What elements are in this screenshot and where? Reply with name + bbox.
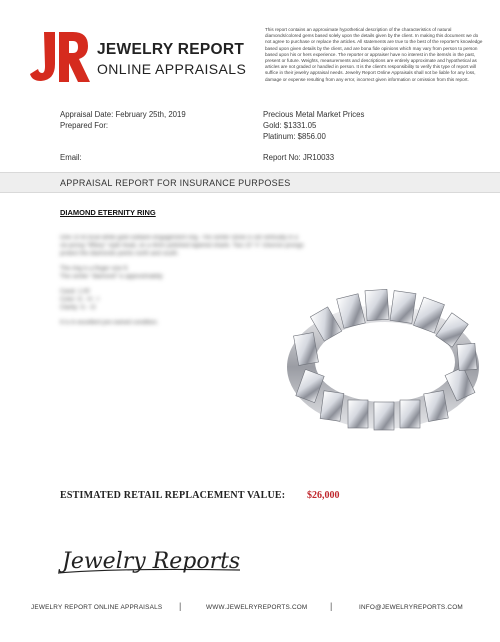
brand-name-line1: JEWELRY REPORT [97, 41, 245, 58]
footer-email-link[interactable]: INFO@JEWELRYREPORTS.COM [359, 604, 463, 611]
description-color: Color: G - H - I [60, 297, 100, 303]
disclaimer-text: This report contains an approximate hypothetical description of the characteristics of natural diamonds/colored gems based solely upon the details given by the client. In making this document we do not agree to purchase or replace the articles. All statements are true to the best of the reporter's knowledge based upon given details by the client, and are bona fide opinions which may vary from person to person based upon his or hers experience. The reporter or appraiser have no interest in the items/s in the past, present or future. Weights, measurements and descriptions are entirely approximate and hypothetical as articles are not graded or handled in person. It is the client's responsibility to verify this type of report will suffice in their jewelry appraisal needs. Jewelry Report Online Appraisals shall not be liable for any loss, damage or expense resulting from any error, incorrect given information or omission from this report. [265, 27, 483, 82]
replacement-value-label: ESTIMATED RETAIL REPLACEMENT VALUE: [60, 490, 286, 501]
email-label: Email: [60, 153, 82, 162]
description-paragraph: One 10 kt local white gold solitaire engagement ring. The center stone is set vertically in a six-prong "tiffany" style head, on a 4mm polished tapered shank. Two 10 "v" chevron prongs protect the diamonds points north and south. [60, 235, 304, 257]
footer-separator: | [330, 601, 333, 611]
report-number: Report No: JR10033 [263, 153, 335, 162]
signature [56, 540, 242, 580]
description-condition: It is in excellent pre-owned condition. [60, 320, 159, 326]
jr-logo [30, 30, 90, 84]
eternity-ring-image [282, 282, 484, 442]
brand-name [97, 41, 246, 77]
description-carat: Carat: 1.00 [60, 289, 90, 295]
section-header [0, 172, 500, 193]
metal-prices [263, 109, 364, 142]
footer-website-link[interactable]: WWW.JEWELRYREPORTS.COM [206, 604, 308, 611]
section-title: APPRAISAL REPORT FOR INSURANCE PURPOSES [60, 178, 291, 188]
appraisal-date: Appraisal Date: February 25th, 2019 [60, 110, 186, 119]
meta-left [60, 109, 186, 131]
brand-name-line2: ONLINE APPRAISALS [97, 61, 247, 77]
footer-company: JEWELRY REPORT ONLINE APPRAISALS [31, 604, 163, 611]
platinum-price: Platinum: $856.00 [263, 132, 326, 141]
item-description [60, 234, 305, 334]
footer-separator: | [179, 601, 182, 611]
metal-prices-title: Precious Metal Market Prices [263, 110, 365, 119]
prepared-for: Prepared For: [60, 121, 109, 130]
gold-price: Gold: $1331.05 [263, 121, 317, 130]
replacement-value-amount: $26,000 [307, 490, 340, 501]
signature-text: Jewelry Reports [62, 549, 241, 574]
description-size-line: The ring is a finger size 9. [60, 266, 129, 272]
description-size [60, 265, 305, 281]
description-center-line: The center "diamond" is approximately [60, 274, 163, 280]
item-title: DIAMOND ETERNITY RING [60, 208, 156, 217]
description-clarity: Clarity: I1 - I2 [60, 305, 96, 311]
description-grades [60, 288, 305, 312]
